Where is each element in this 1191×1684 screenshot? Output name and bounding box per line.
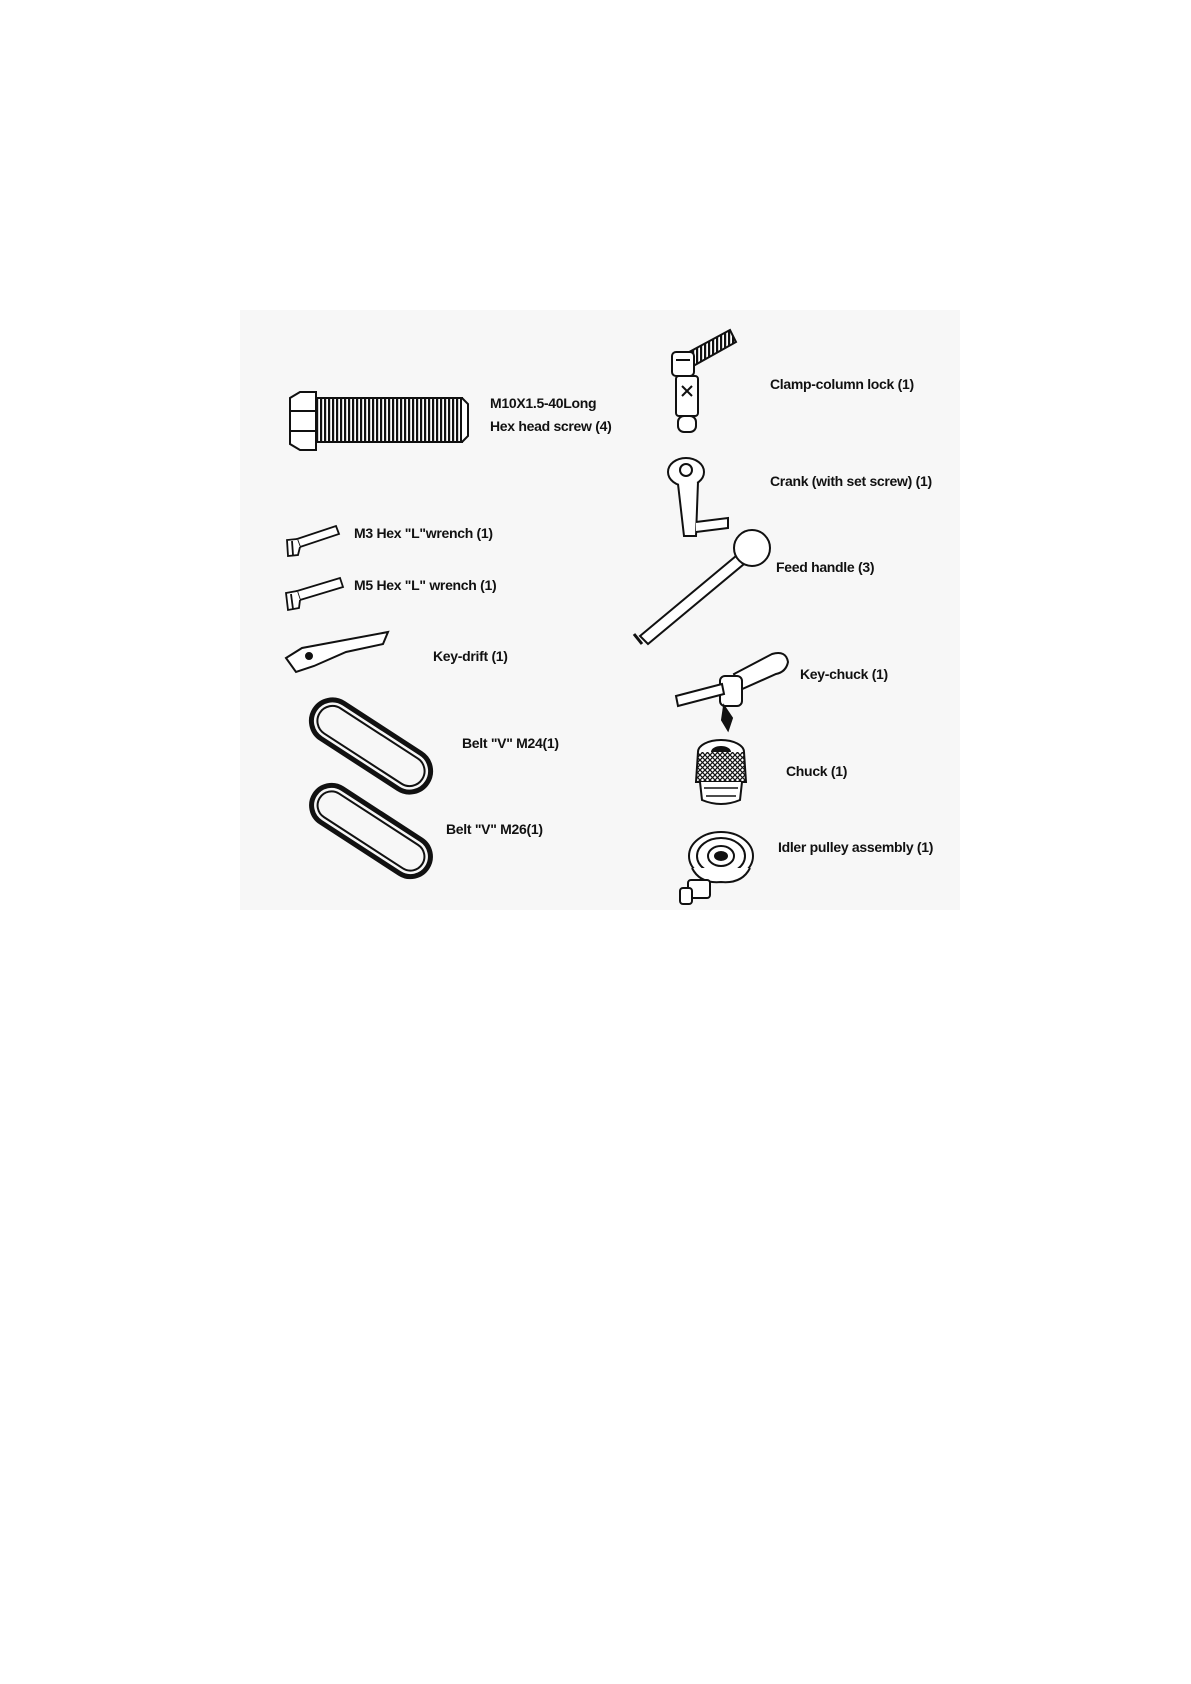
key-drift-icon (286, 632, 388, 672)
idler-pulley-icon (680, 832, 753, 904)
hex-head-screw-icon (290, 392, 468, 450)
key-drift-label: Key-drift (1) (433, 648, 508, 664)
v-belt-m26-icon (304, 778, 438, 885)
hex-head-screw-spec-label: M10X1.5-40Long (490, 395, 597, 411)
clamp-column-lock-label: Clamp-column lock (1) (770, 376, 914, 392)
clamp-column-lock-icon (672, 330, 736, 432)
crank-label: Crank (with set screw) (1) (770, 473, 932, 489)
chuck-label: Chuck (1) (786, 763, 848, 779)
hex-head-screw-label: Hex head screw (4) (490, 418, 612, 434)
crank-icon (668, 458, 728, 536)
v-belt-m24-icon (303, 692, 438, 800)
m5-hex-l-wrench-label: M5 Hex "L" wrench (1) (354, 577, 497, 593)
feed-handle-icon (634, 530, 770, 644)
idler-pulley-label: Idler pulley assembly (1) (778, 839, 934, 855)
m5-hex-l-wrench-icon (286, 578, 343, 610)
v-belt-m26-label: Belt "V" M26(1) (446, 821, 543, 837)
chuck-icon (696, 740, 746, 804)
key-chuck-label: Key-chuck (1) (800, 666, 888, 682)
m3-hex-l-wrench-label: M3 Hex "L"wrench (1) (354, 525, 493, 541)
m3-hex-l-wrench-icon (287, 526, 339, 556)
key-chuck-icon (676, 653, 788, 730)
v-belt-m24-label: Belt "V" M24(1) (462, 735, 559, 751)
feed-handle-label: Feed handle (3) (776, 559, 875, 575)
